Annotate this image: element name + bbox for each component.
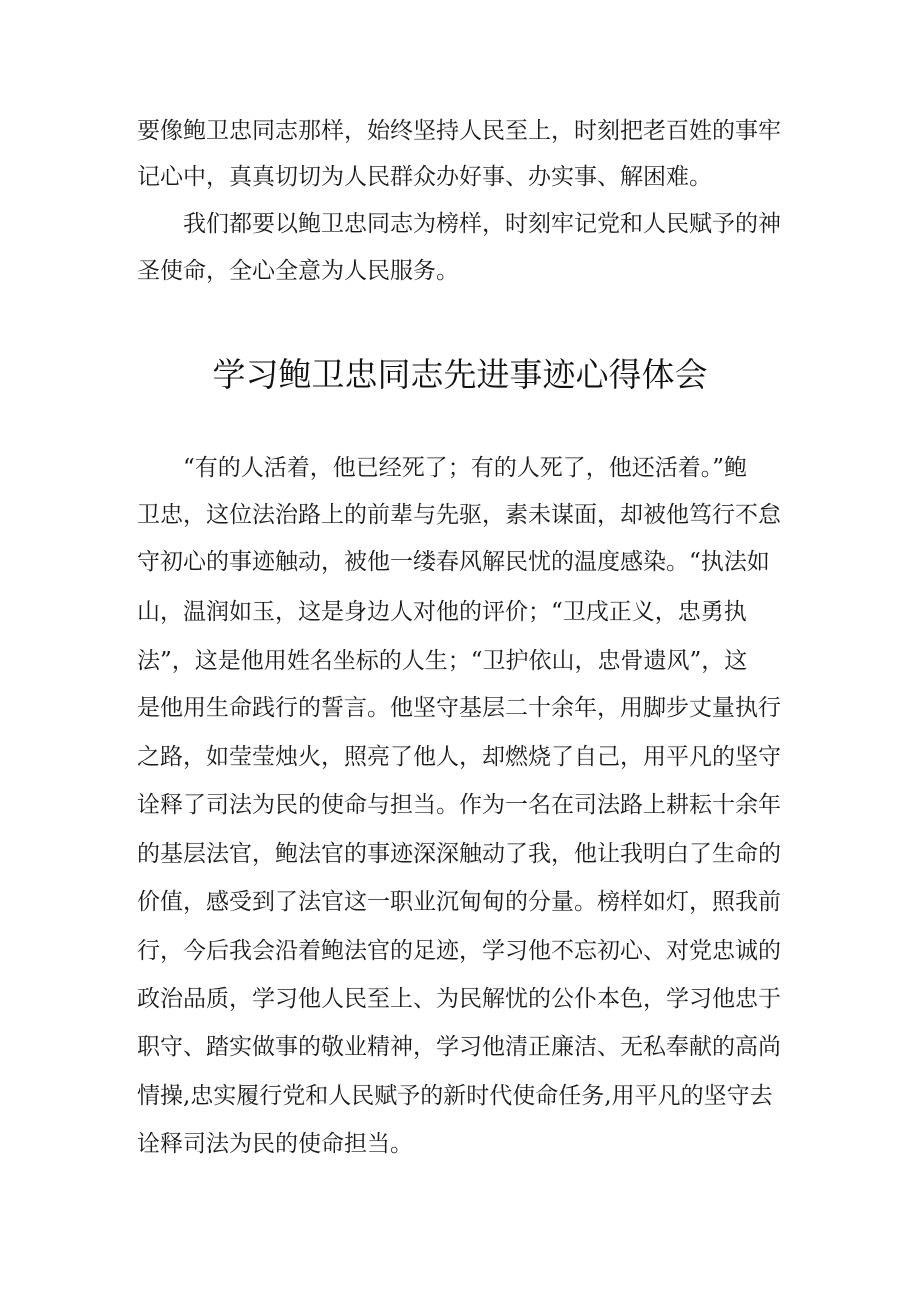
- body-text-line: 是他用生命践行的誓言。他坚守基层二十余年，用脚步丈量执行: [137, 695, 781, 721]
- body-text-line: 诠释司法为民的使命担当。: [137, 1131, 413, 1157]
- body-text-line: 法”，这是他用姓名坐标的人生；“卫护依山，忠骨遗风”，这: [137, 648, 748, 674]
- body-text-line: 职守、踏实做事的敬业精神，学习他清正廉洁、无私奉献的高尚: [137, 1034, 781, 1060]
- body-text-line: 我们都要以鲍卫忠同志为榜样，时刻牢记党和人民赋予的神: [137, 211, 781, 237]
- body-text-line: 的基层法官，鲍法官的事迹深深触动了我，他让我明白了生命的: [137, 841, 781, 867]
- body-text-line: 守初心的事迹触动，被他一缕春风解民忧的温度感染。“执法如: [137, 549, 770, 575]
- body-text-line: 山，温润如玉，这是身边人对他的评价；“卫戌正义，忠勇执: [137, 599, 747, 625]
- body-text-line: 情操,忠实履行党和人民赋予的新时代使命任务,用平凡的坚守去: [137, 1083, 773, 1109]
- body-text-line: 诠释了司法为民的使命与担当。作为一名在司法路上耕耘十余年: [137, 792, 781, 818]
- body-text-line: 之路，如莹莹烛火，照亮了他人，却燃烧了自己，用平凡的坚守: [137, 744, 781, 770]
- body-text-line: 行，今后我会沿着鲍法官的足迹，学习他不忘初心、对党忠诚的: [137, 938, 781, 964]
- body-text-line: 政治品质，学习他人民至上、为民解忧的公仆本色，学习他忠于: [137, 986, 781, 1012]
- body-text-line: 圣使命，全心全意为人民服务。: [137, 258, 459, 284]
- body-text-line: 要像鲍卫忠同志那样，始终坚持人民至上，时刻把老百姓的事牢: [137, 118, 781, 144]
- article-title: 学习鲍卫忠同志先进事迹心得体会: [212, 355, 708, 394]
- body-text-line: 卫忠，这位法治路上的前辈与先驱，素未谋面，却被他笃行不怠: [137, 502, 781, 528]
- body-text-line: 价值，感受到了法官这一职业沉甸甸的分量。榜样如灯，照我前: [137, 889, 781, 915]
- body-text-line: 记心中，真真切切为人民群众办好事、办实事、解困难。: [137, 164, 712, 190]
- body-text-line: “有的人活着，他已经死了；有的人死了，他还活着。”鲍: [137, 455, 748, 481]
